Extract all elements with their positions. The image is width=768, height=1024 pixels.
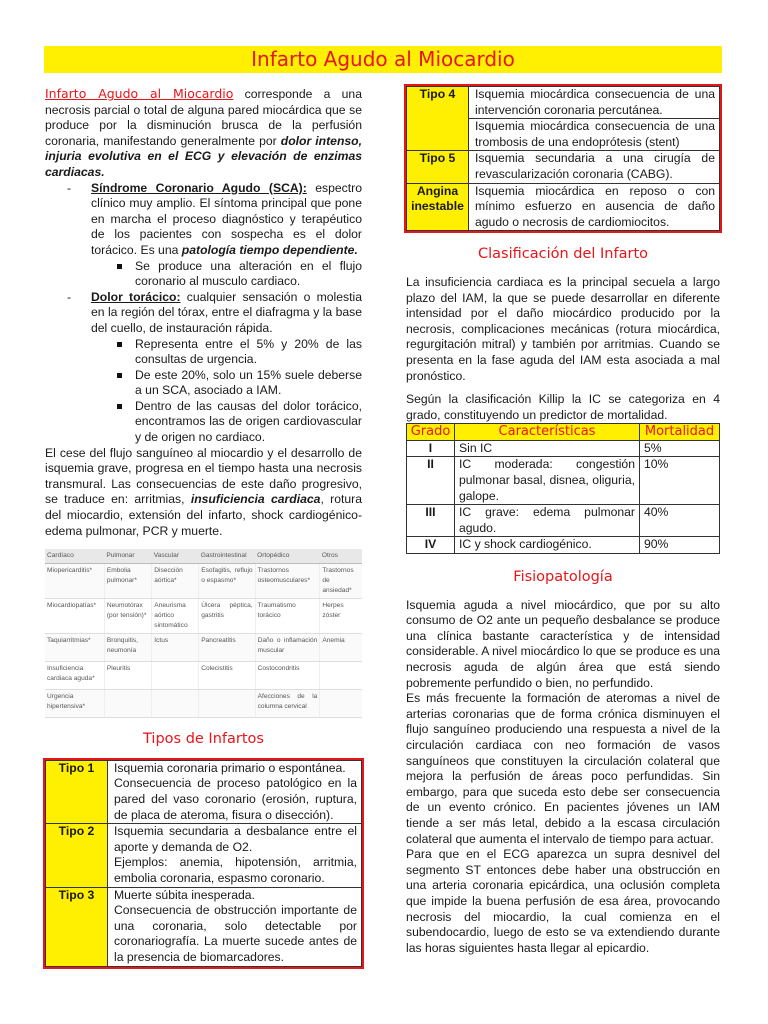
tipos-table: [45, 760, 362, 967]
dolor-item: [45, 290, 362, 337]
table-header: Características: [455, 424, 640, 441]
table-cell: II: [407, 457, 455, 505]
intro-emphasis: dolor intenso, injuria evolutiva en el ECG y elevación de enzimas cardiacas.: [45, 133, 362, 179]
tipo-description: Isquemia miocárdica consecuencia de una intervención coronaria percutánea.: [469, 87, 720, 119]
table-row: [45, 564, 362, 599]
table-row: [45, 599, 362, 634]
sca-bullet: [45, 259, 362, 290]
table-header: Gastrointestinal: [199, 549, 255, 564]
table-cell: Neumotórax (por tensión)*: [104, 599, 151, 634]
table-row: [407, 457, 720, 505]
tipo-description: Isquemia miocárdica consecuencia de una trombosis de una endoprótesis (stent): [469, 119, 720, 151]
table-cell: IV: [407, 537, 455, 554]
table-cell: [320, 662, 362, 690]
right-column: [406, 86, 720, 956]
table-cell: [152, 690, 199, 718]
table-cell: I: [407, 440, 455, 457]
table-cell: Pleuritis: [104, 662, 151, 690]
table-cell: Daño o inflamación muscular: [255, 634, 320, 662]
tipo-label: Tipo 2: [46, 824, 108, 887]
table-cell: [152, 662, 199, 690]
table-header: Mortalidad: [640, 424, 720, 441]
square-bullet-icon: [117, 264, 122, 269]
table-cell: [104, 690, 151, 718]
tipo-label: Tipo 5: [407, 151, 469, 183]
dash-marker: -: [67, 289, 72, 304]
sca-text: espectro clínico muy amplio. El síntoma principal que pone en marcha el proceso diagnóstico y terapéutico de los pacientes con sospecha es el dolor torácico. Es una: [91, 180, 362, 257]
dolor-bullet-text: Representa entre el 5% y 20% de las consultas de urgencia.: [135, 336, 362, 367]
section-title-clasificacion: Clasificación del Infarto: [477, 246, 649, 263]
table-cell: Herpes zóster: [320, 599, 362, 634]
table-header: Pulmonar: [104, 549, 151, 564]
table-cell: 10%: [640, 457, 720, 505]
dolor-bullet-text: Dentro de las causas del dolor torácico, encontramos las de origen cardiovascular y de origen no cardiaco.: [135, 398, 362, 445]
table-header-row: [407, 424, 720, 441]
tipo-label: Tipo 1: [46, 760, 108, 823]
table-cell: Miocardiopatías*: [45, 599, 104, 634]
intro-text: corresponde a una necrosis parcial o total de alguna pared miocárdica que se produce por la disminución brusca de la perfusión coronaria, manifestando generalmente por: [45, 87, 362, 148]
table-cell: Ictus: [152, 634, 199, 662]
table-cell: Embolia pulmonar*: [104, 564, 151, 599]
dolor-bullet: [45, 337, 362, 368]
table-cell: Afecciones de la columna cervical: [255, 690, 320, 718]
left-column: [45, 86, 362, 967]
square-bullet-icon: [117, 404, 122, 409]
dolor-term: Dolor torácico:: [91, 289, 181, 304]
fisio-paragraph: Es más frecuente la formación de ateromas a nivel de arterias coronarias que de forma crónica disminuyen el flujo sanguíneo produciendo una respuesta a nivel de la circulación cardiaca con neo formación de vasos sanguíneos que constituyen la circulación colateral que mejora la perfusión de áreas poco perfundidas. Sin embargo, para que suceda esto debe ser consecuencia de un evento crónico. En pacientes jóvenes un IAM tiende a ser más letal, debido a la escasa circulación colateral que aumenta el intervalo de tiempo para actuar.: [406, 691, 720, 846]
table-cell: Taquiarritmias*: [45, 634, 104, 662]
fisio-paragraph: Para que en el ECG aparezca un supra desnivel del segmento ST entonces debe haber una obstrucción en una arteria coronaria epicárdica, una oclusión completa que impide la buena perfusión de esa área, provocando necrosis del miocardio, la cual comienza en el subendocardio, luego de esto se va extendiendo durante las horas siguientes hasta llegar al epicardio.: [406, 847, 720, 955]
table-cell: Bronquitis, neumonía: [104, 634, 151, 662]
table-cell: Aneurisma aórtico sintomático: [152, 599, 199, 634]
table-row: [407, 505, 720, 537]
table-row: [45, 662, 362, 690]
table-cell: Disección aórtica*: [152, 564, 199, 599]
tipo-label: Angina inestable: [407, 183, 469, 231]
table-cell: Úlcera péptica, gastritis: [199, 599, 255, 634]
dolor-bullet-text: De este 20%, solo un 15% suele deberse a un SCA, asociado a IAM.: [135, 367, 362, 398]
square-bullet-icon: [117, 342, 122, 347]
table-cell: Anemia: [320, 634, 362, 662]
section-title-fisiopatologia: Fisiopatología: [513, 569, 613, 586]
table-cell: Insuficiencia cardiaca aguda*: [45, 662, 104, 690]
table-row: [46, 887, 362, 966]
table-row: [407, 87, 720, 119]
table-cell: Trastornos de ansiedad*: [320, 564, 362, 599]
sca-bullet-text: Se produce una alteración en el flujo coronario al musculo cardiaco.: [135, 258, 362, 289]
cese-text: , rotura del miocardio, extensión del infarto, shock cardiogénico-edema pulmonar, PCR y muerte.: [45, 492, 362, 538]
table-header: Otros: [320, 549, 362, 564]
tipos-table-continued: [406, 86, 720, 231]
table-cell: IC grave: edema pulmonar agudo.: [455, 505, 640, 537]
section-title-tipos: Tipos de Infartos: [143, 731, 264, 748]
table-header: Grado: [407, 424, 455, 441]
dolor-text: cualquier sensación o molestia en la región del tórax, entre el diafragma y la base del cuello, de instauración rápida.: [91, 289, 362, 335]
table-cell: III: [407, 505, 455, 537]
table-cell: Traumatismo torácico: [255, 599, 320, 634]
table-cell: Esofagitis, reflujo o espasmo*: [199, 564, 255, 599]
table-row: [407, 440, 720, 457]
page-title: Infarto Agudo al Miocardio: [44, 46, 722, 73]
table-cell: Colecistitis: [199, 662, 255, 690]
killip-intro-paragraph: Según la clasificación Killip la IC se categoriza en 4 grado, constituyendo un predictor de mortalidad.: [406, 392, 720, 422]
cese-paragraph: [45, 446, 362, 540]
table-cell: Urgencia hipertensiva*: [45, 690, 104, 718]
table-cell: IC moderada: congestión pulmonar basal, disnea, oliguria, galope.: [455, 457, 640, 505]
table-cell: 90%: [640, 537, 720, 554]
table-cell: 40%: [640, 505, 720, 537]
sca-item: [45, 181, 362, 259]
tipo-label: Tipo 4: [407, 87, 469, 151]
clasificacion-paragraph: La insuficiencia cardiaca es la principal secuela a largo plazo del IAM, la que se puede desarrollar en diferente intensidad por el daño miocárdico producido por la necrosis, complicaciones mecánicas (rotura miocárdica, regurgitación mitral) y también por arritmias. Cuando se presenta en la fase aguda del IAM esta asociada a mal pronóstico.: [406, 274, 720, 383]
sca-emphasis: patología tiempo dependiente.: [181, 242, 358, 257]
dolor-bullet: [45, 399, 362, 446]
intro-lead: Infarto Agudo al Miocardio: [45, 86, 234, 101]
cese-emphasis: insuficiencia cardiaca: [190, 492, 321, 507]
table-row: [45, 634, 362, 662]
sca-term: Síndrome Coronario Agudo (SCA):: [91, 180, 307, 195]
tipo-description: Muerte súbita inesperada. Consecuencia de obstrucción importante de una coronaria, solo detectable por coronariografía. La muerte sucede antes de la presencia de biomarcadores.: [108, 887, 362, 966]
tipo-description: Isquemia miocárdica en reposo o con mínimo esfuerzo en ausencia de daño agudo o necrosis de cardiomiocitos.: [469, 183, 720, 231]
table-row: [46, 760, 362, 823]
table-header: Vascular: [152, 549, 199, 564]
table-header: Ortopédico: [255, 549, 320, 564]
cese-text: El cese del flujo sanguíneo al miocardio y el desarrollo de isquemia grave, progresa en el tiempo hasta una necrosis transmural. Las consecuencias de este daño progresivo, se traduce en: arritmias,: [45, 445, 362, 507]
table-cell: [199, 690, 255, 718]
dash-marker: -: [67, 180, 72, 195]
table-row: [407, 183, 720, 231]
table-row: [45, 690, 362, 718]
table-cell: Pancreatitis: [199, 634, 255, 662]
tipo-label: Tipo 3: [46, 887, 108, 966]
table-cell: [320, 690, 362, 718]
killip-table: [406, 423, 720, 554]
tipo-description: Isquemia secundaria a una cirugía de revascularización coronaria (CABG).: [469, 151, 720, 183]
dolor-bullet: [45, 368, 362, 399]
table-cell: 5%: [640, 440, 720, 457]
causes-table: [45, 549, 362, 718]
table-row: [46, 824, 362, 887]
table-cell: Sin IC: [455, 440, 640, 457]
tipo-description: Isquemia secundaria a desbalance entre el aporte y demanda de O2. Ejemplos: anemia, hipotensión, arritmia, embolia coronaria, espasmo coronario.: [108, 824, 362, 887]
intro-paragraph: [45, 86, 362, 181]
square-bullet-icon: [117, 373, 122, 378]
fisio-paragraph: Isquemia aguda a nivel miocárdico, que por su alto consumo de O2 ante un pequeño desbalance se produce una clínica bastante característica y de intensidad considerable. A nivel miocárdico lo que se produce es una necrosis aguda de algún área que está siendo pobremente perfundido o bien, no perfundido.: [406, 597, 720, 690]
table-cell: IC y shock cardiogénico.: [455, 537, 640, 554]
table-cell: Trastornos osteomusculares*: [255, 564, 320, 599]
table-header: Cardíaco: [45, 549, 104, 564]
table-row: [407, 151, 720, 183]
table-cell: Miopericarditis*: [45, 564, 104, 599]
table-cell: Costocondritis: [255, 662, 320, 690]
table-row: [407, 537, 720, 554]
tipo-description: Isquemia coronaria primario o espontánea. Consecuencia de proceso patológico en la pared del vaso coronario (erosión, ruptura, de placa de ateroma, fisura o disección).: [108, 760, 362, 823]
